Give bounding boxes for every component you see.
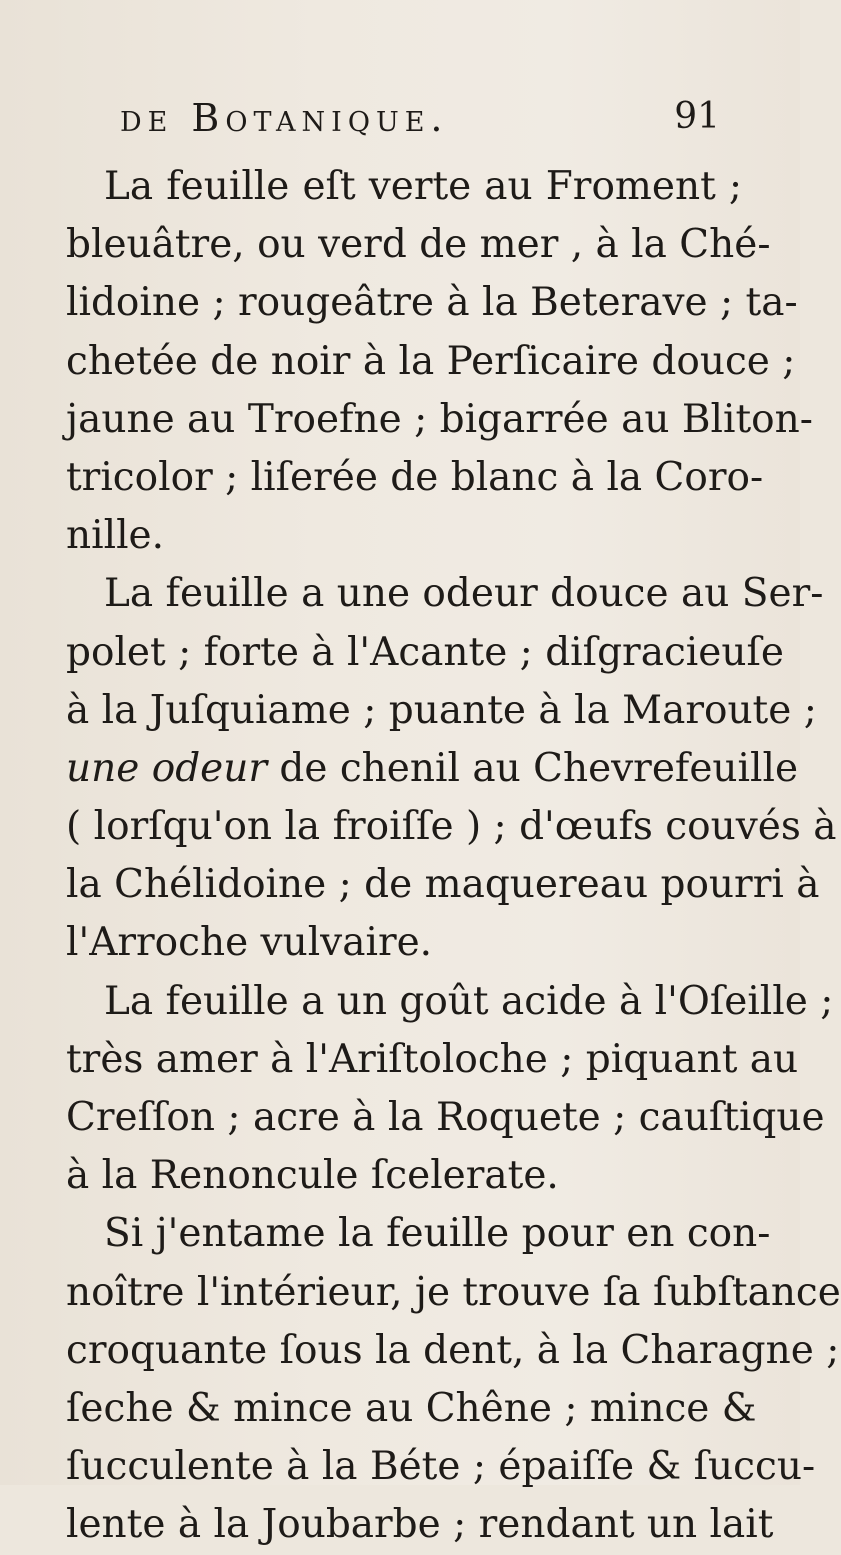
page-number: 91 [674,96,720,137]
text-line-content: La feuille eſt verte au Froment ; [104,164,742,209]
text-line-content: ſeche & mince au Chêne ; mince & [66,1385,757,1431]
text-line [66,1205,771,1263]
text-line [66,565,824,623]
text-line [66,158,742,216]
text-line [66,914,742,972]
text-line-content: La feuille a un goût acide à l'Oſeille ; [104,978,834,1024]
text-line-content: La feuille a une odeur douce au Ser- [104,571,824,617]
text-line [66,682,817,740]
text-line [66,1264,841,1322]
text-line [66,1031,799,1089]
text-line [66,973,834,1031]
running-head [120,96,720,146]
text-line [66,449,764,507]
text-line [66,1147,742,1205]
text-line-content: nille. [66,513,165,559]
text-line [66,1322,840,1380]
text-line-content: noître l'intérieur, je trouve ſa ſubſtance [66,1269,841,1315]
text-line-content: croquante ſous la dent, à la Charagne ; [66,1327,840,1373]
text-line [66,740,799,798]
text-line [66,216,771,274]
text-line-content: la Chélidoine ; de maquereau pourri à [66,862,820,908]
text-line [66,274,798,332]
text-line-content: bleuâtre, ou verd de mer , à la Ché- [66,222,771,268]
text-line-content: lente à la Joubarbe ; rendant un lait [66,1502,774,1548]
text-line-content: ( lorſqu'on la froiſſe ) ; d'œufs couvés à [66,804,837,850]
text-line [66,391,813,449]
text-line-content: très amer à l'Ariſtoloche ; piquant au [66,1036,799,1082]
text-line-content: Creſſon ; acre à la Roquete ; cauſtique [66,1095,825,1140]
text-line-content: polet ; forte à l'Acante ; diſgracieuſe [66,629,784,675]
text-line-content: une odeur de chenil au Chevrefeuille [66,745,799,791]
text-line-content: à la Renoncule ſcelerate. [66,1153,559,1199]
text-line [66,507,742,565]
text-line-content: jaune au Troefne ; bigarrée au Bliton- [66,396,813,442]
running-title: de Botanique. [120,96,449,140]
text-line-content: l'Arroche vulvaire. [66,920,433,966]
text-line [66,798,837,856]
text-line [66,333,796,391]
text-line [66,1496,774,1554]
text-line [66,1089,825,1147]
text-line-content: ſucculente à la Béte ; épaiſſe & ſuccu- [66,1444,816,1490]
text-line-content: tricolor ; liſerée de blanc à la Coro- [66,454,764,500]
text-line [66,1438,816,1496]
text-line-content: à la Juſquiame ; puante à la Maroute ; [66,687,817,733]
text-line-content: lidoine ; rougeâtre à la Beterave ; ta- [66,280,798,326]
text-line-content: chetée de noir à la Perſicaire douce ; [66,338,796,384]
text-line [66,624,784,682]
text-line-content: Si j'entame la feuille pour en con- [104,1211,771,1257]
text-line [66,1380,757,1438]
text-line [66,856,820,914]
body-text [66,158,841,1555]
